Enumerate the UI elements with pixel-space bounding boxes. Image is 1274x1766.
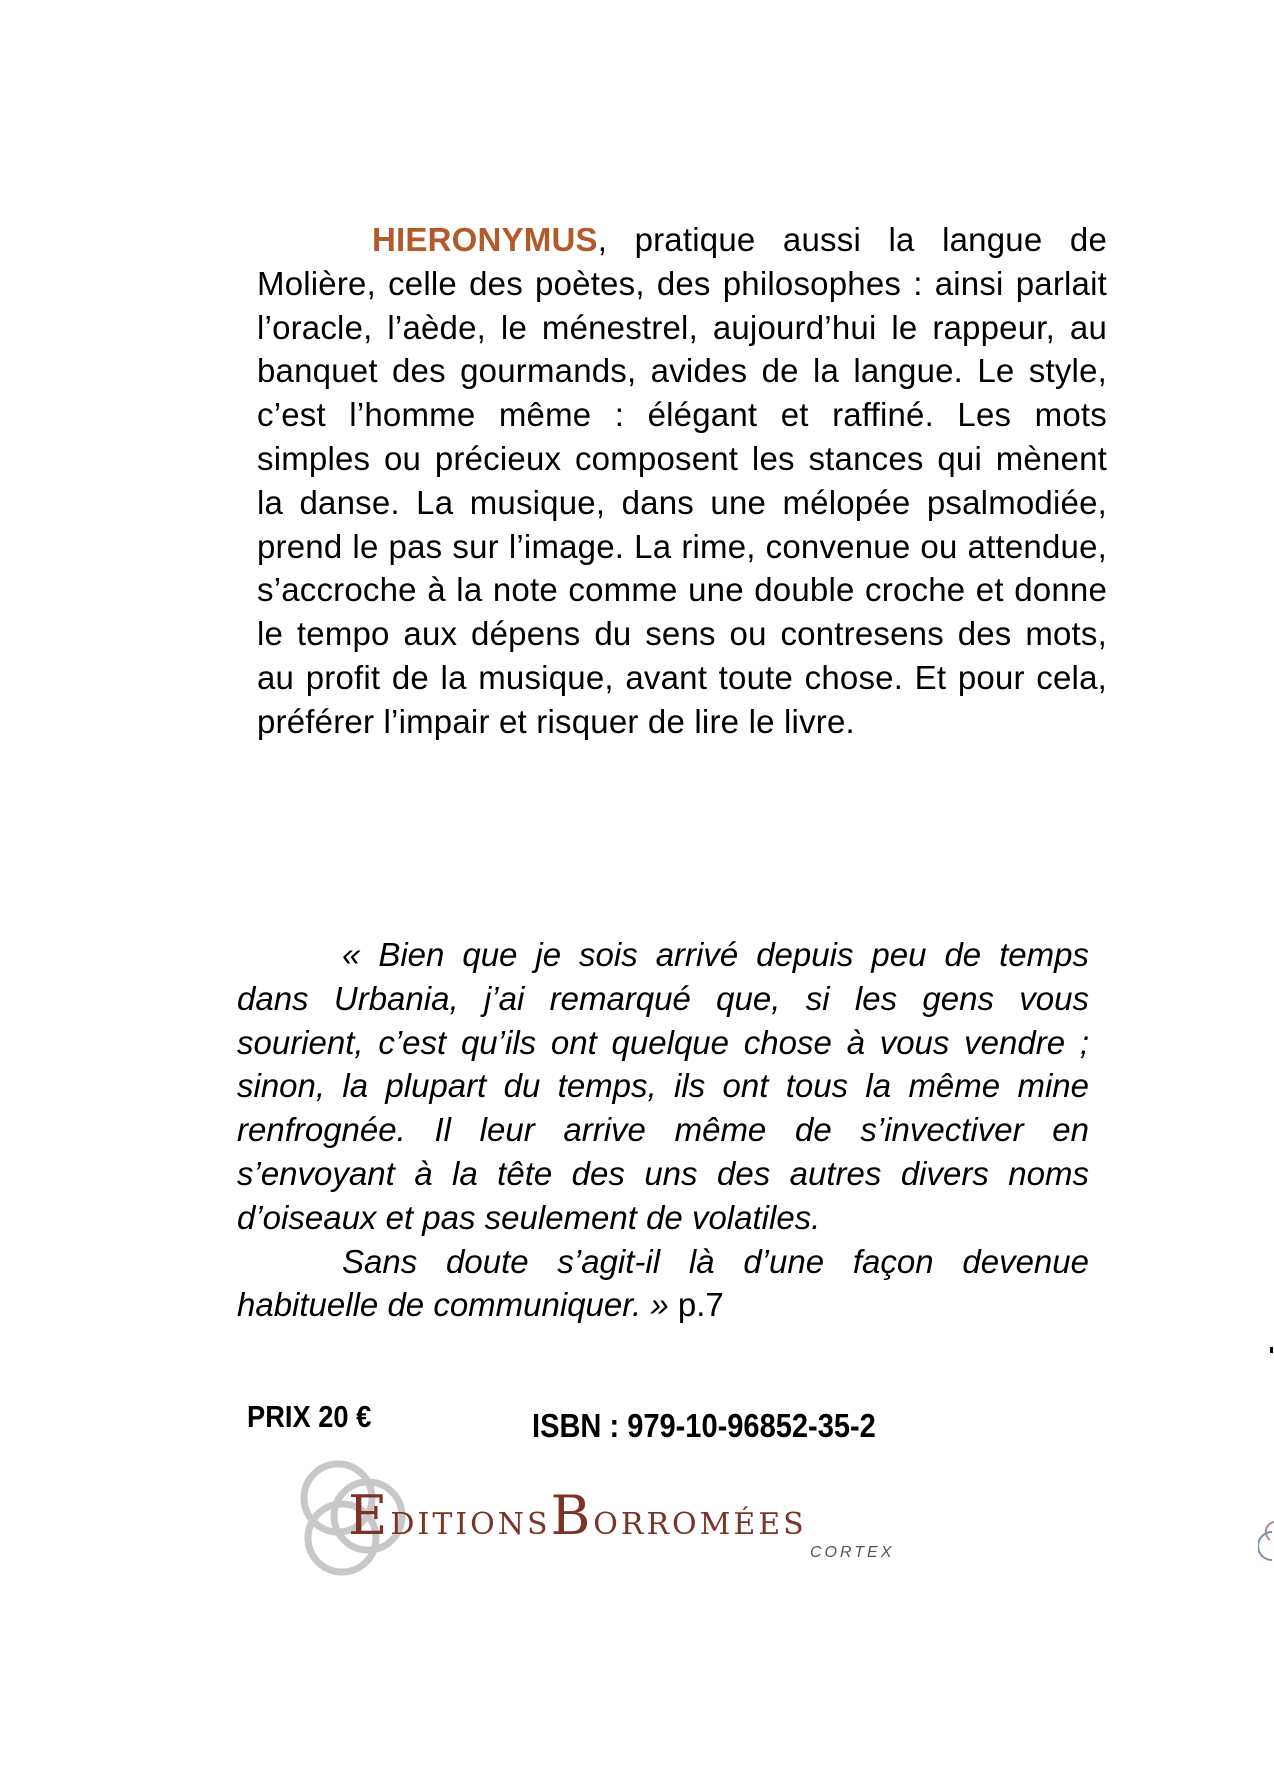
edge-mark: [1270, 1347, 1273, 1353]
publisher-name: EDITIONSBORROMÉES: [348, 1484, 807, 1547]
partial-logo-icon: [1258, 1510, 1274, 1570]
page-reference: p.7: [668, 1286, 724, 1324]
imprint-name: CORTEX: [810, 1544, 895, 1561]
back-cover-blurb: [257, 218, 1107, 744]
quote-paragraph-2: Sans doute s’agit-il là d’une façon devenue habituelle de communiquer. » p.7: [237, 1242, 1089, 1324]
blurb-text: , pratique aussi la langue de Molière, celle des poètes, des philosophes : ainsi parlait l’oracle, l’aède, le ménestrel, aujourd’hui le rappeur, au banquet des gourmands, avides de la langue. Le style, c’est l’homme même : élégant et raffiné. Les mots simples ou précieux composent les stances qui mènent la danse. La musique, dans une mélopée psalmodiée, prend le pas sur l’image. La rime, convenue ou attendue, s’accroche à la note comme une double croche et donne le tempo aux dépens du sens ou contresens des mots, au profit de la musique, avant toute chose. Et pour cela, préférer l’impair et risquer de lire le livre.: [257, 221, 1107, 740]
excerpt-quote: [237, 933, 1089, 1327]
isbn-label: ISBN : 979-10-96852-35-2: [532, 1407, 876, 1444]
price-label: PRIX 20 €: [247, 1399, 372, 1434]
publisher-logo: [290, 1456, 940, 1576]
quote-paragraph-1: « Bien que je sois arrivé depuis peu de temps dans Urbania, j’ai remarqué que, si les gens vous sourient, c’est qu’ils ont quelque chose à vous vendre ; sinon, la plupart du temps, ils ont tous la même mine renfrognée. Il leur arrive même de s’invectiver en s’envoyant à la tête des uns des autres divers noms d’oiseaux et pas seulement de volatiles.: [237, 936, 1089, 1236]
author-name: HIERONYMUS: [372, 221, 598, 258]
